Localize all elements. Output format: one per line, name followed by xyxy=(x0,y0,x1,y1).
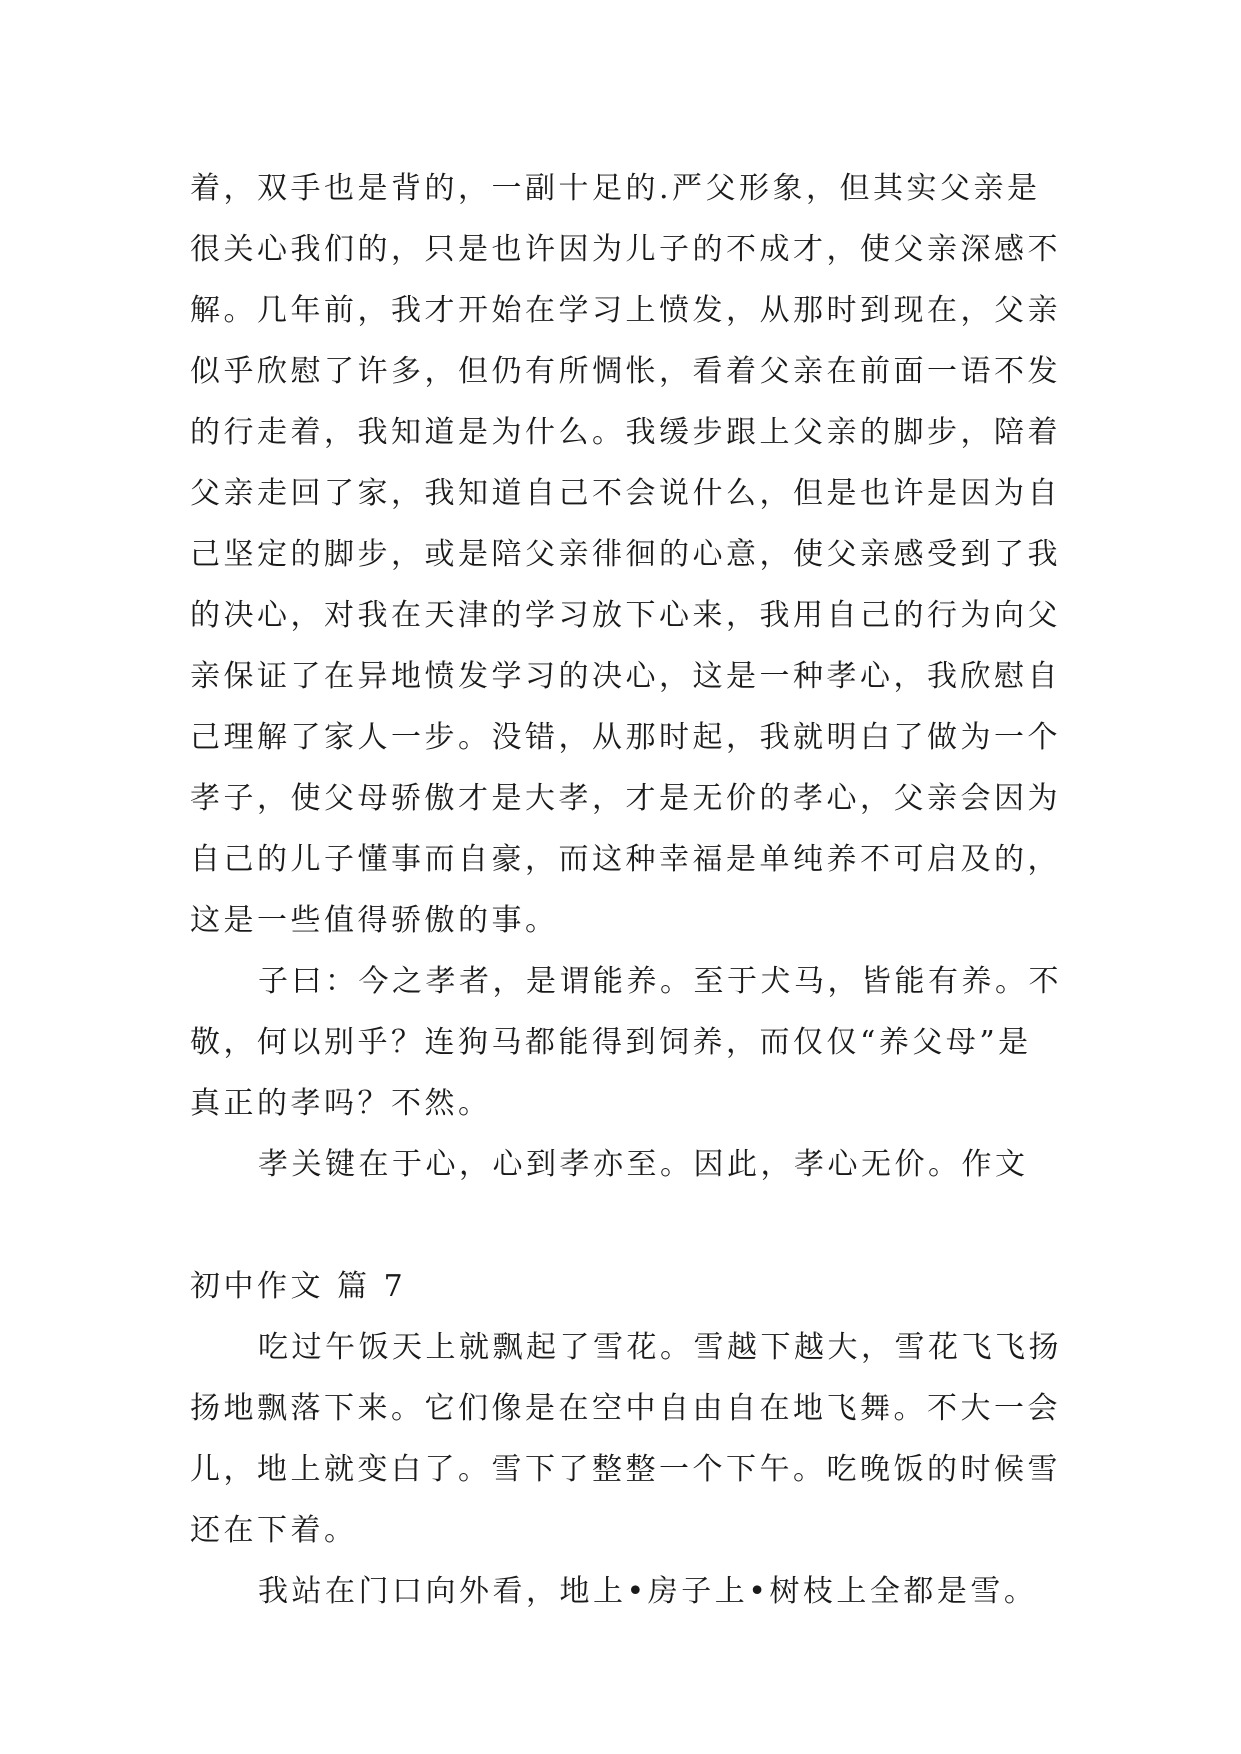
text-line: 扬地飘落下来。它们像是在空中自由自在地飞舞。不大一会 xyxy=(190,1391,1061,1426)
section-heading: 初中作文 篇 7 xyxy=(190,1269,407,1304)
text-line: 己理解了家人一步。没错，从那时起，我就明白了做为一个 xyxy=(190,720,1061,755)
text-line: 吃过午饭天上就飘起了雪花。雪越下越大，雪花飞飞扬 xyxy=(258,1330,1062,1365)
paragraph xyxy=(190,1561,1070,1622)
text-line: 自己的儿子懂事而自豪，而这种幸福是单纯养不可启及的， xyxy=(190,842,1061,877)
text-line: 很关心我们的，只是也许因为儿子的不成才，使父亲深感不 xyxy=(190,232,1061,267)
text-line: 似乎欣慰了许多，但仍有所惆怅，看着父亲在前面一语不发 xyxy=(190,354,1061,389)
text-line: 敬，何以别乎？连狗马都能得到饲养，而仅仅“养父母”是 xyxy=(190,1025,1032,1060)
text-line: 这是一些值得骄傲的事。 xyxy=(190,903,559,938)
text-line: 子曰：今之孝者，是谓能养。至于犬马，皆能有养。不 xyxy=(258,964,1062,999)
text-line: 孝关键在于心，心到孝亦至。因此，孝心无价。作文 xyxy=(258,1147,1029,1182)
text-line: 亲保证了在异地愤发学习的决心，这是一种孝心，我欣慰自 xyxy=(190,659,1061,694)
text-line: 孝子，使父母骄傲才是大孝，才是无价的孝心，父亲会因为 xyxy=(190,781,1061,816)
document-page xyxy=(190,158,1070,1622)
text-line: 的决心，对我在天津的学习放下心来，我用自己的行为向父 xyxy=(190,598,1061,633)
paragraph xyxy=(190,158,1070,951)
paragraph xyxy=(190,1317,1070,1561)
text-line: 还在下着。 xyxy=(190,1513,358,1548)
blank-line xyxy=(190,1195,1070,1256)
text-line: 己坚定的脚步，或是陪父亲徘徊的心意，使父亲感受到了我 xyxy=(190,537,1061,572)
text-line: 着，双手也是背的，一副十足的.严父形象，但其实父亲是 xyxy=(190,171,1041,206)
text-line: 解。几年前，我才开始在学习上愤发，从那时到现在，父亲 xyxy=(190,293,1061,328)
text-line: 父亲走回了家，我知道自己不会说什么，但是也许是因为自 xyxy=(190,476,1061,511)
text-line: 真正的孝吗？不然。 xyxy=(190,1086,492,1121)
text-line: 我站在门口向外看，地上•房子上•树枝上全都是雪。 xyxy=(258,1574,1038,1609)
paragraph xyxy=(190,1134,1070,1195)
paragraph xyxy=(190,951,1070,1134)
text-line: 的行走着，我知道是为什么。我缓步跟上父亲的脚步，陪着 xyxy=(190,415,1061,450)
text-line: 儿，地上就变白了。雪下了整整一个下午。吃晚饭的时候雪 xyxy=(190,1452,1061,1487)
